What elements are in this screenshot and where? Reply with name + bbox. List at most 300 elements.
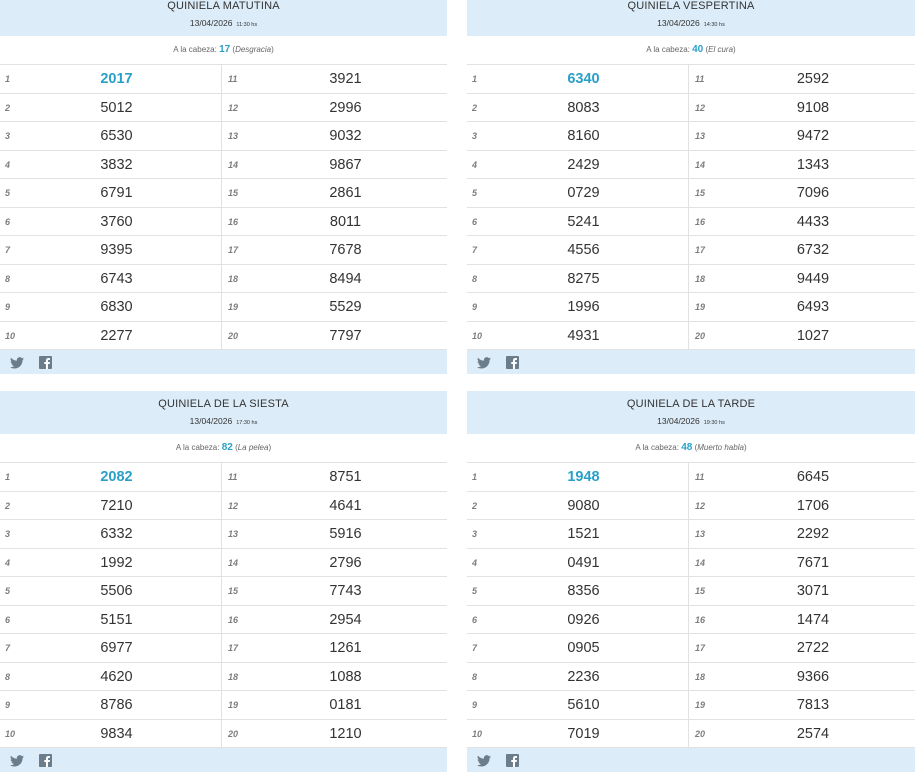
panel-header bbox=[467, 391, 915, 434]
draw-time: 14:30 hs bbox=[703, 22, 725, 28]
result-number: 3832 bbox=[100, 156, 133, 173]
result-number: 8786 bbox=[100, 697, 133, 713]
share-bar bbox=[0, 350, 447, 374]
result-row bbox=[689, 265, 915, 294]
panel-title: QUINIELA DE LA TARDE bbox=[626, 398, 756, 410]
result-row bbox=[689, 634, 915, 663]
result-number: 9108 bbox=[796, 99, 830, 116]
result-number: 6332 bbox=[100, 526, 133, 542]
result-row bbox=[689, 151, 915, 180]
result-row bbox=[222, 322, 447, 351]
result-row bbox=[689, 606, 915, 635]
result-position: 16 bbox=[695, 614, 706, 625]
result-row bbox=[467, 520, 688, 549]
result-row bbox=[222, 293, 447, 322]
result-number: 8356 bbox=[567, 583, 600, 599]
result-number: 7797 bbox=[329, 327, 362, 344]
result-row bbox=[467, 463, 688, 492]
result-position: 14 bbox=[695, 557, 706, 568]
result-row bbox=[689, 94, 915, 123]
result-position: 18 bbox=[228, 273, 239, 284]
result-position: 2 bbox=[472, 500, 478, 511]
result-position: 13 bbox=[228, 131, 239, 141]
result-row bbox=[0, 663, 221, 692]
result-number: 2796 bbox=[329, 554, 362, 571]
result-number: 9472 bbox=[796, 128, 830, 144]
result-row bbox=[467, 634, 688, 663]
draw-time: 11:30 hs bbox=[236, 22, 258, 28]
result-number: 6530 bbox=[100, 128, 133, 144]
result-number: 5916 bbox=[329, 526, 362, 542]
result-number: 4433 bbox=[796, 213, 830, 230]
result-row bbox=[222, 265, 447, 294]
result-position: 13 bbox=[695, 529, 706, 539]
result-row bbox=[0, 634, 221, 663]
result-row bbox=[689, 322, 915, 351]
facebook-icon[interactable] bbox=[39, 754, 53, 766]
result-row bbox=[0, 208, 221, 237]
result-position: 13 bbox=[695, 131, 706, 141]
draw-time: 19:30 hs bbox=[703, 420, 725, 426]
result-number: 1088 bbox=[329, 668, 362, 685]
result-number: 2017 bbox=[100, 71, 133, 87]
result-position: 7 bbox=[472, 643, 478, 653]
result-number: 2429 bbox=[567, 156, 600, 173]
result-row bbox=[222, 577, 447, 606]
result-position: 14 bbox=[228, 557, 239, 568]
result-row bbox=[467, 663, 688, 692]
results-column-right bbox=[222, 65, 447, 350]
result-row bbox=[0, 520, 221, 549]
results-column-left bbox=[0, 463, 222, 748]
draw-date bbox=[0, 17, 447, 31]
result-number: 1992 bbox=[100, 554, 133, 571]
result-number: 2574 bbox=[796, 725, 830, 742]
result-position: 2 bbox=[5, 500, 11, 511]
result-row bbox=[222, 65, 447, 94]
result-row bbox=[0, 322, 221, 351]
result-number: 5506 bbox=[100, 583, 133, 599]
results-table bbox=[467, 463, 915, 748]
result-number: 0926 bbox=[567, 611, 600, 628]
result-row bbox=[467, 94, 688, 123]
result-row bbox=[222, 122, 447, 151]
result-number: 4931 bbox=[567, 327, 600, 344]
result-number: 2082 bbox=[100, 469, 133, 485]
result-position: 16 bbox=[228, 216, 239, 227]
results-column-left bbox=[467, 65, 689, 350]
result-position: 1 bbox=[5, 472, 11, 482]
result-position: 10 bbox=[472, 330, 483, 341]
cabeza-meaning: Desgracia bbox=[235, 45, 272, 54]
panel-header bbox=[467, 0, 915, 36]
result-number: 3921 bbox=[329, 71, 362, 87]
results-column-right bbox=[222, 463, 447, 748]
twitter-icon[interactable] bbox=[10, 356, 24, 368]
result-number: 1706 bbox=[796, 497, 830, 514]
result-position: 17 bbox=[228, 245, 239, 255]
cabeza-number: 82 bbox=[221, 442, 233, 453]
result-position: 17 bbox=[695, 245, 706, 255]
result-row bbox=[689, 65, 915, 94]
result-row bbox=[222, 663, 447, 692]
result-row bbox=[467, 179, 688, 208]
cabeza-line: A la cabeza: 48 (Muerto habla) bbox=[467, 434, 915, 463]
result-number: 1210 bbox=[329, 725, 362, 742]
result-row bbox=[467, 151, 688, 180]
result-position: 9 bbox=[472, 302, 478, 312]
result-position: 9 bbox=[5, 302, 11, 312]
result-number: 1343 bbox=[796, 156, 830, 173]
result-number: 0905 bbox=[567, 640, 600, 656]
result-position: 20 bbox=[695, 728, 706, 739]
result-row bbox=[0, 463, 221, 492]
results-table bbox=[467, 65, 915, 350]
result-position: 3 bbox=[5, 529, 11, 539]
result-row bbox=[467, 606, 688, 635]
result-number: 7210 bbox=[100, 497, 133, 514]
result-number: 2592 bbox=[796, 71, 830, 87]
result-row bbox=[222, 520, 447, 549]
twitter-icon[interactable] bbox=[10, 754, 24, 766]
result-number: 1948 bbox=[567, 469, 600, 485]
result-row bbox=[0, 122, 221, 151]
result-row bbox=[0, 94, 221, 123]
results-column-left bbox=[467, 463, 689, 748]
result-position: 11 bbox=[695, 74, 705, 84]
result-position: 2 bbox=[5, 102, 11, 113]
result-position: 9 bbox=[5, 700, 11, 710]
result-position: 5 bbox=[5, 586, 11, 596]
result-row bbox=[689, 122, 915, 151]
results-column-right bbox=[689, 65, 915, 350]
result-position: 4 bbox=[5, 557, 11, 568]
result-position: 14 bbox=[228, 159, 239, 170]
result-number: 4641 bbox=[329, 497, 362, 514]
result-row bbox=[0, 179, 221, 208]
cabeza-line: A la cabeza: 40 (El cura) bbox=[467, 36, 915, 65]
result-position: 8 bbox=[472, 273, 478, 284]
result-position: 7 bbox=[472, 245, 478, 255]
result-position: 19 bbox=[228, 302, 239, 312]
result-position: 19 bbox=[695, 700, 706, 710]
result-position: 7 bbox=[5, 643, 11, 653]
draw-date-value: 13/04/2026 bbox=[189, 18, 233, 28]
result-row bbox=[689, 463, 915, 492]
result-position: 15 bbox=[228, 188, 239, 198]
result-position: 15 bbox=[228, 586, 239, 596]
result-number: 6340 bbox=[567, 71, 600, 87]
result-position: 11 bbox=[228, 472, 238, 482]
result-row bbox=[0, 691, 221, 720]
result-row bbox=[0, 549, 221, 578]
results-column-right bbox=[689, 463, 915, 748]
result-position: 18 bbox=[695, 273, 706, 284]
result-number: 9449 bbox=[796, 270, 830, 287]
facebook-icon[interactable] bbox=[506, 754, 520, 766]
result-position: 1 bbox=[472, 472, 478, 482]
result-position: 2 bbox=[472, 102, 478, 113]
cabeza-label: A la cabeza: bbox=[175, 443, 220, 452]
result-position: 19 bbox=[695, 302, 706, 312]
result-number: 6645 bbox=[796, 469, 830, 485]
result-position: 17 bbox=[695, 643, 706, 653]
draw-date-value: 13/04/2026 bbox=[189, 416, 233, 426]
result-position: 20 bbox=[695, 330, 706, 341]
result-position: 12 bbox=[228, 102, 239, 113]
quiniela-panel bbox=[0, 0, 447, 374]
result-number: 9867 bbox=[329, 156, 362, 173]
result-position: 10 bbox=[5, 728, 16, 739]
share-bar bbox=[467, 748, 915, 772]
result-number: 8011 bbox=[329, 213, 362, 230]
result-number: 7096 bbox=[796, 185, 830, 201]
result-position: 9 bbox=[472, 700, 478, 710]
result-row bbox=[467, 577, 688, 606]
result-position: 3 bbox=[472, 131, 478, 141]
panel-title: QUINIELA DE LA SIESTA bbox=[158, 398, 289, 410]
draw-date-value: 13/04/2026 bbox=[657, 416, 700, 426]
twitter-icon[interactable] bbox=[477, 356, 491, 368]
result-position: 20 bbox=[228, 728, 239, 739]
result-row bbox=[689, 293, 915, 322]
result-row bbox=[0, 151, 221, 180]
twitter-icon[interactable] bbox=[477, 754, 491, 766]
result-number: 7671 bbox=[796, 554, 830, 571]
result-row bbox=[467, 236, 688, 265]
panel-header bbox=[0, 0, 447, 36]
result-row bbox=[222, 720, 447, 749]
result-number: 5012 bbox=[100, 99, 133, 116]
result-row bbox=[467, 293, 688, 322]
result-row bbox=[689, 236, 915, 265]
result-row bbox=[467, 322, 688, 351]
result-row bbox=[689, 208, 915, 237]
result-row bbox=[0, 236, 221, 265]
result-position: 15 bbox=[695, 586, 706, 596]
result-number: 2277 bbox=[100, 327, 133, 344]
share-bar bbox=[0, 748, 447, 772]
result-number: 3760 bbox=[100, 213, 133, 230]
result-number: 5151 bbox=[100, 611, 133, 628]
result-position: 3 bbox=[5, 131, 11, 141]
result-number: 1996 bbox=[567, 299, 600, 315]
result-number: 9366 bbox=[796, 668, 830, 685]
result-number: 5241 bbox=[567, 213, 600, 230]
result-row bbox=[689, 663, 915, 692]
result-row bbox=[222, 549, 447, 578]
result-row bbox=[689, 492, 915, 521]
result-number: 7678 bbox=[329, 242, 362, 258]
result-number: 0491 bbox=[567, 554, 600, 571]
result-position: 8 bbox=[5, 671, 11, 682]
cabeza-line: A la cabeza: 82 (La pelea) bbox=[0, 434, 447, 463]
result-position: 12 bbox=[228, 500, 239, 511]
result-row bbox=[0, 265, 221, 294]
result-row bbox=[467, 265, 688, 294]
result-position: 11 bbox=[228, 74, 238, 84]
result-number: 7743 bbox=[329, 583, 362, 599]
result-row bbox=[467, 122, 688, 151]
result-row bbox=[0, 492, 221, 521]
result-position: 18 bbox=[228, 671, 239, 682]
cabeza-meaning: El cura bbox=[708, 45, 734, 54]
result-position: 4 bbox=[5, 159, 11, 170]
result-number: 9395 bbox=[100, 242, 133, 258]
result-number: 4556 bbox=[567, 242, 600, 258]
result-position: 6 bbox=[5, 216, 11, 227]
result-position: 10 bbox=[5, 330, 16, 341]
result-row bbox=[0, 293, 221, 322]
result-position: 4 bbox=[472, 159, 478, 170]
result-position: 5 bbox=[472, 586, 478, 596]
result-position: 6 bbox=[472, 614, 478, 625]
result-number: 9032 bbox=[329, 128, 362, 144]
cabeza-number: 17 bbox=[219, 44, 231, 55]
quiniela-panel bbox=[0, 391, 447, 772]
result-number: 2954 bbox=[329, 611, 362, 628]
result-number: 3071 bbox=[796, 583, 830, 599]
result-number: 9834 bbox=[100, 725, 133, 742]
result-number: 2861 bbox=[329, 185, 362, 201]
result-position: 14 bbox=[695, 159, 706, 170]
result-row bbox=[0, 577, 221, 606]
result-position: 5 bbox=[472, 188, 478, 198]
result-number: 1261 bbox=[329, 640, 362, 656]
result-number: 6791 bbox=[100, 185, 133, 201]
result-row bbox=[689, 691, 915, 720]
quiniela-panel bbox=[467, 391, 915, 772]
result-number: 1027 bbox=[796, 327, 830, 344]
result-position: 10 bbox=[472, 728, 483, 739]
cabeza-number: 48 bbox=[681, 442, 693, 453]
quiniela-panel bbox=[467, 0, 915, 374]
result-number: 8494 bbox=[329, 270, 362, 287]
result-row bbox=[689, 549, 915, 578]
cabeza-line: A la cabeza: 17 (Desgracia) bbox=[0, 36, 447, 65]
result-number: 2292 bbox=[796, 526, 830, 542]
cabeza-meaning: Muerto habla bbox=[697, 443, 744, 452]
result-row bbox=[222, 606, 447, 635]
result-row bbox=[222, 236, 447, 265]
result-position: 8 bbox=[5, 273, 11, 284]
result-row bbox=[222, 151, 447, 180]
result-position: 1 bbox=[5, 74, 11, 84]
result-number: 6493 bbox=[796, 299, 830, 315]
result-number: 1474 bbox=[796, 611, 830, 628]
result-position: 20 bbox=[228, 330, 239, 341]
panel-header bbox=[0, 391, 447, 434]
facebook-icon[interactable] bbox=[506, 356, 520, 368]
draw-date-value: 13/04/2026 bbox=[657, 18, 700, 28]
result-row bbox=[222, 492, 447, 521]
result-number: 5529 bbox=[329, 299, 362, 315]
result-position: 4 bbox=[472, 557, 478, 568]
result-row bbox=[467, 720, 688, 749]
result-position: 11 bbox=[695, 472, 705, 482]
results-table bbox=[0, 463, 447, 748]
result-position: 12 bbox=[695, 500, 706, 511]
cabeza-meaning: La pelea bbox=[237, 443, 269, 452]
result-number: 6830 bbox=[100, 299, 133, 315]
result-position: 5 bbox=[5, 188, 11, 198]
result-position: 19 bbox=[228, 700, 239, 710]
result-number: 0729 bbox=[567, 185, 600, 201]
result-position: 3 bbox=[472, 529, 478, 539]
result-number: 2996 bbox=[329, 99, 362, 116]
result-number: 6743 bbox=[100, 270, 133, 287]
result-row bbox=[467, 691, 688, 720]
result-position: 13 bbox=[228, 529, 239, 539]
result-row bbox=[0, 606, 221, 635]
result-position: 16 bbox=[695, 216, 706, 227]
result-number: 1521 bbox=[567, 526, 600, 542]
draw-time: 17:30 hs bbox=[236, 420, 258, 426]
results-column-left bbox=[0, 65, 222, 350]
result-row bbox=[467, 492, 688, 521]
result-row bbox=[689, 520, 915, 549]
result-position: 1 bbox=[472, 74, 478, 84]
result-number: 8275 bbox=[567, 270, 600, 287]
result-row bbox=[0, 65, 221, 94]
result-row bbox=[222, 634, 447, 663]
result-row bbox=[222, 463, 447, 492]
result-number: 9080 bbox=[567, 497, 600, 514]
cabeza-label: A la cabeza: bbox=[646, 45, 690, 54]
result-number: 0181 bbox=[329, 697, 362, 713]
result-position: 6 bbox=[472, 216, 478, 227]
result-number: 7019 bbox=[567, 725, 600, 742]
cabeza-number: 40 bbox=[692, 44, 704, 55]
share-bar bbox=[467, 350, 915, 374]
result-number: 8160 bbox=[567, 128, 600, 144]
result-number: 2236 bbox=[567, 668, 600, 685]
result-number: 4620 bbox=[100, 668, 133, 685]
result-position: 18 bbox=[695, 671, 706, 682]
result-row bbox=[222, 179, 447, 208]
result-row bbox=[467, 549, 688, 578]
result-row bbox=[222, 691, 447, 720]
result-position: 6 bbox=[5, 614, 11, 625]
draw-date bbox=[0, 415, 447, 429]
result-row bbox=[689, 720, 915, 749]
result-number: 8083 bbox=[567, 99, 600, 116]
result-row bbox=[689, 179, 915, 208]
result-row bbox=[222, 208, 447, 237]
result-row bbox=[222, 94, 447, 123]
result-number: 6732 bbox=[796, 242, 830, 258]
result-row bbox=[0, 720, 221, 749]
result-row bbox=[689, 577, 915, 606]
result-position: 16 bbox=[228, 614, 239, 625]
result-position: 15 bbox=[695, 188, 706, 198]
result-number: 5610 bbox=[567, 697, 600, 713]
cabeza-label: A la cabeza: bbox=[635, 443, 679, 452]
draw-date bbox=[467, 17, 915, 31]
draw-date bbox=[467, 415, 915, 429]
result-row bbox=[467, 65, 688, 94]
result-number: 7813 bbox=[796, 697, 830, 713]
result-position: 7 bbox=[5, 245, 11, 255]
result-number: 2722 bbox=[796, 640, 830, 656]
facebook-icon[interactable] bbox=[39, 356, 53, 368]
result-position: 17 bbox=[228, 643, 239, 653]
result-number: 8751 bbox=[329, 469, 362, 485]
result-position: 12 bbox=[695, 102, 706, 113]
results-table bbox=[0, 65, 447, 350]
panel-title: QUINIELA VESPERTINA bbox=[627, 0, 755, 12]
result-row bbox=[467, 208, 688, 237]
